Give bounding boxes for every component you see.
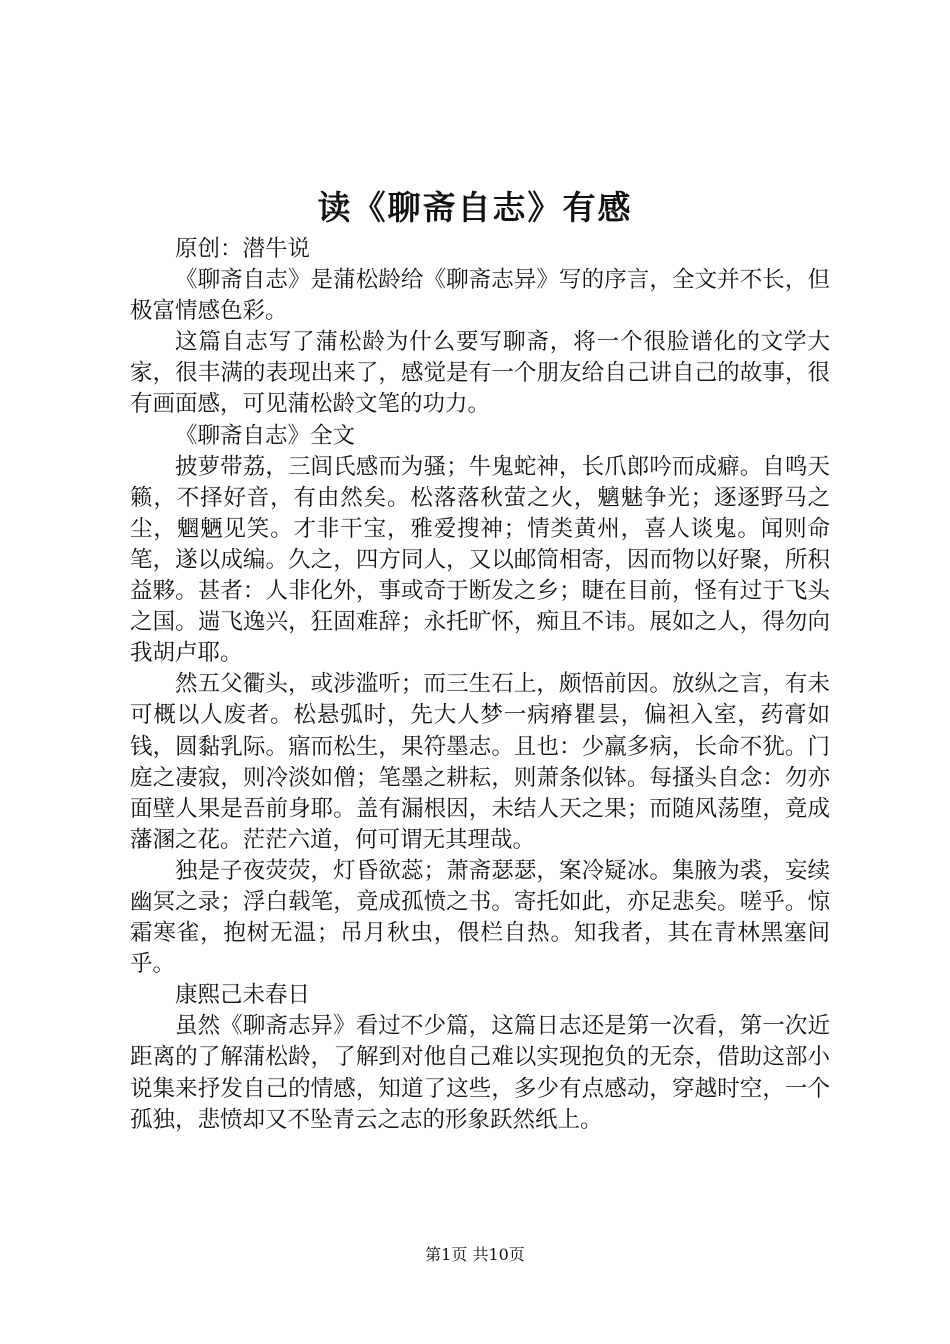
byline: 原创：潜牛说 xyxy=(175,236,311,262)
paragraph: 虽然《聊斋志异》看过不少篇，这篇日志还是第一次看，第一次近距离的了解蒲松龄，了解到对他自己难以实现抱负的无奈，借助这部小说集来抒发自己的情感，知道了这些，多少有点感动，穿越时空，一个孤独，悲愤却又不坠青云之志的形象跃然纸上。 xyxy=(130,1013,830,1133)
section-heading: 《聊斋自志》全文 xyxy=(175,422,356,449)
document-title: 读《聊斋自志》有感 xyxy=(317,188,633,227)
date-line: 康熙己未春日 xyxy=(175,982,311,1009)
paragraph: 然五父衢头，或涉滥听；而三生石上，颇悟前因。放纵之言，有未可概以人废者。松悬弧时，先大人梦一病瘠瞿昙，偏袒入室，药膏如钱，圆黏乳际。寤而松生，果符墨志。且也：少羸多病，长命不犹。门庭之凄寂，则冷淡如僧；笔墨之耕耘，则萧条似钵。每搔头自念：勿亦面壁人果是吾前身耶。盖有漏根因，未结人天之果；而随风荡堕，竟成藩溷之花。茫茫六道，何可谓无其理哉。 xyxy=(130,671,830,853)
paragraph: 独是子夜荧荧，灯昏欲蕊；萧斋瑟瑟，案冷疑冰。集腋为裘，妄续幽冥之录；浮白载笔，竟成孤愤之书。寄托如此，亦足悲矣。嗟乎。惊霜寒雀，抱树无温；吊月秋虫，偎栏自热。知我者，其在青林黑塞间乎。 xyxy=(130,857,830,978)
page-footer: 第1页 共10页 xyxy=(425,1245,525,1264)
paragraph: 这篇自志写了蒲松龄为什么要写聊斋，将一个很脸谱化的文学大家，很丰满的表现出来了，感觉是有一个朋友给自己讲自己的故事，很有画面感，可见蒲松龄文笔的功力。 xyxy=(130,329,830,418)
paragraph: 披萝带荔，三闾氏感而为骚；牛鬼蛇神，长爪郎吟而成癖。自鸣天籁，不择好音，有由然矣。松落落秋萤之火，魑魅争光；逐逐野马之尘，魍魉见笑。才非干宝，雅爱搜神；情类黄州，喜人谈鬼。闻则命笔，遂以成编。久之，四方同人，又以邮筒相寄，因而物以好聚，所积益夥。甚者：人非化外，事或奇于断发之乡；睫在目前，怪有过于飞头之国。遄飞逸兴，狂固难辞；永托旷怀，痴且不讳。展如之人，得勿向我胡卢耶。 xyxy=(130,453,830,667)
document-body xyxy=(130,234,830,1136)
paragraph: 《聊斋自志》是蒲松龄给《聊斋志异》写的序言，全文并不长，但极富情感色彩。 xyxy=(130,267,830,325)
